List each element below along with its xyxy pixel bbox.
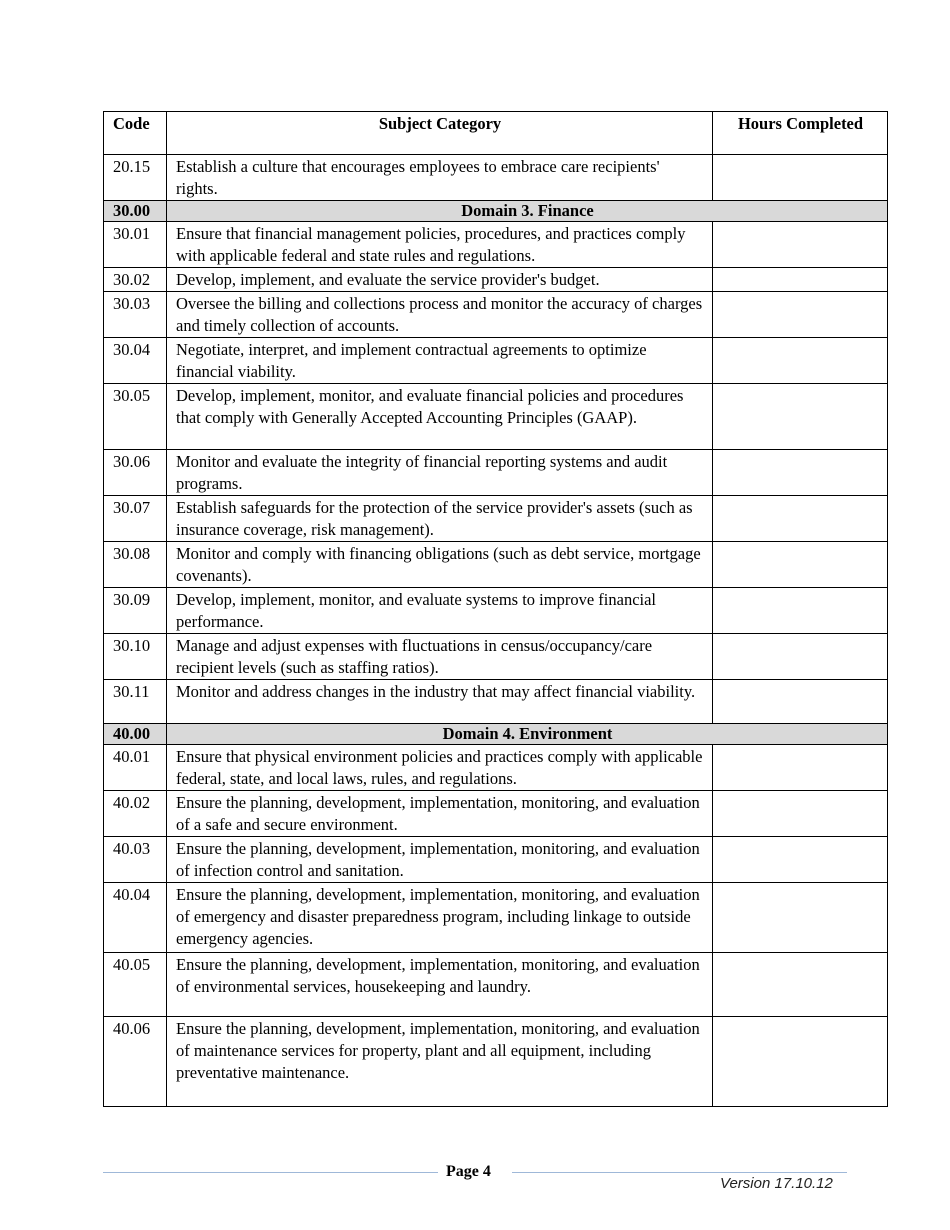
table-row [104,155,888,201]
domain-code: 30.00 [104,201,167,222]
subject-table [103,111,888,1107]
hours-completed-cell[interactable] [713,338,888,384]
table-row [104,384,888,450]
table-row [104,953,888,1017]
row-subject: Ensure the planning, development, implementation, monitoring, and evaluation of a safe and secure environment. [167,791,713,837]
row-subject: Ensure the planning, development, implementation, monitoring, and evaluation of environmental services, housekeeping and laundry. [167,953,713,1017]
header-hours: Hours Completed [713,112,888,155]
row-code: 30.09 [104,588,167,634]
domain-title: Domain 3. Finance [167,201,888,222]
row-code: 30.06 [104,450,167,496]
table-row [104,745,888,791]
table-row [104,883,888,953]
row-code: 40.03 [104,837,167,883]
table-row [104,292,888,338]
domain-row [104,724,888,745]
row-subject: Manage and adjust expenses with fluctuations in census/occupancy/care recipient levels (such as staffing ratios). [167,634,713,680]
row-code: 40.01 [104,745,167,791]
row-code: 30.11 [104,680,167,724]
domain-title: Domain 4. Environment [167,724,888,745]
domain-code: 40.00 [104,724,167,745]
row-subject: Ensure that physical environment policies and practices comply with applicable federal, state, and local laws, rules, and regulations. [167,745,713,791]
table-row [104,1017,888,1107]
footer-rule-left [103,1172,438,1173]
page-number: Page 4 [446,1163,491,1180]
table-row [104,588,888,634]
hours-completed-cell[interactable] [713,588,888,634]
row-subject: Monitor and evaluate the integrity of financial reporting systems and audit programs. [167,450,713,496]
hours-completed-cell[interactable] [713,496,888,542]
row-code: 30.03 [104,292,167,338]
row-code: 30.05 [104,384,167,450]
table-header-row [104,112,888,155]
table-row [104,542,888,588]
row-code: 40.05 [104,953,167,1017]
table-row [104,450,888,496]
table-row [104,791,888,837]
hours-completed-cell[interactable] [713,268,888,292]
hours-completed-cell[interactable] [713,883,888,953]
version-label: Version 17.10.12 [720,1175,833,1192]
hours-completed-cell[interactable] [713,542,888,588]
row-subject: Develop, implement, monitor, and evaluate financial policies and procedures that comply with Generally Accepted Accounting Principles (GAAP). [167,384,713,450]
hours-completed-cell[interactable] [713,953,888,1017]
row-subject: Ensure the planning, development, implementation, monitoring, and evaluation of infection control and sanitation. [167,837,713,883]
row-subject: Ensure the planning, development, implementation, monitoring, and evaluation of maintenance services for property, plant and all equipment, including preventative maintenance. [167,1017,713,1107]
row-subject: Develop, implement, and evaluate the service provider's budget. [167,268,713,292]
table-row [104,837,888,883]
hours-completed-cell[interactable] [713,450,888,496]
domain-row [104,201,888,222]
row-subject: Ensure the planning, development, implementation, monitoring, and evaluation of emergency and disaster preparedness program, including linkage to outside emergency agencies. [167,883,713,953]
hours-completed-cell[interactable] [713,791,888,837]
header-code: Code [104,112,167,155]
table-row [104,496,888,542]
row-subject: Ensure that financial management policies, procedures, and practices comply with applicable federal and state rules and regulations. [167,222,713,268]
hours-completed-cell[interactable] [713,1017,888,1107]
table-row [104,268,888,292]
table-row [104,634,888,680]
row-subject: Develop, implement, monitor, and evaluate systems to improve financial performance. [167,588,713,634]
hours-completed-cell[interactable] [713,222,888,268]
row-code: 40.02 [104,791,167,837]
row-code: 30.08 [104,542,167,588]
row-code: 30.07 [104,496,167,542]
table-row [104,680,888,724]
row-code: 20.15 [104,155,167,201]
row-subject: Establish a culture that encourages employees to embrace care recipients' rights. [167,155,713,201]
header-subject: Subject Category [167,112,713,155]
footer-rule-right [512,1172,847,1173]
hours-completed-cell[interactable] [713,837,888,883]
hours-completed-cell[interactable] [713,745,888,791]
row-code: 40.06 [104,1017,167,1107]
row-code: 30.01 [104,222,167,268]
hours-completed-cell[interactable] [713,292,888,338]
row-subject: Oversee the billing and collections process and monitor the accuracy of charges and timely collection of accounts. [167,292,713,338]
row-subject: Establish safeguards for the protection of the service provider's assets (such as insurance coverage, risk management). [167,496,713,542]
table-body [104,155,888,1107]
table-row [104,222,888,268]
row-code: 30.04 [104,338,167,384]
row-code: 40.04 [104,883,167,953]
row-subject: Negotiate, interpret, and implement contractual agreements to optimize financial viability. [167,338,713,384]
hours-completed-cell[interactable] [713,155,888,201]
hours-completed-cell[interactable] [713,384,888,450]
table-row [104,338,888,384]
hours-completed-cell[interactable] [713,680,888,724]
hours-completed-cell[interactable] [713,634,888,680]
row-code: 30.10 [104,634,167,680]
row-code: 30.02 [104,268,167,292]
row-subject: Monitor and address changes in the industry that may affect financial viability. [167,680,713,724]
row-subject: Monitor and comply with financing obligations (such as debt service, mortgage covenants). [167,542,713,588]
